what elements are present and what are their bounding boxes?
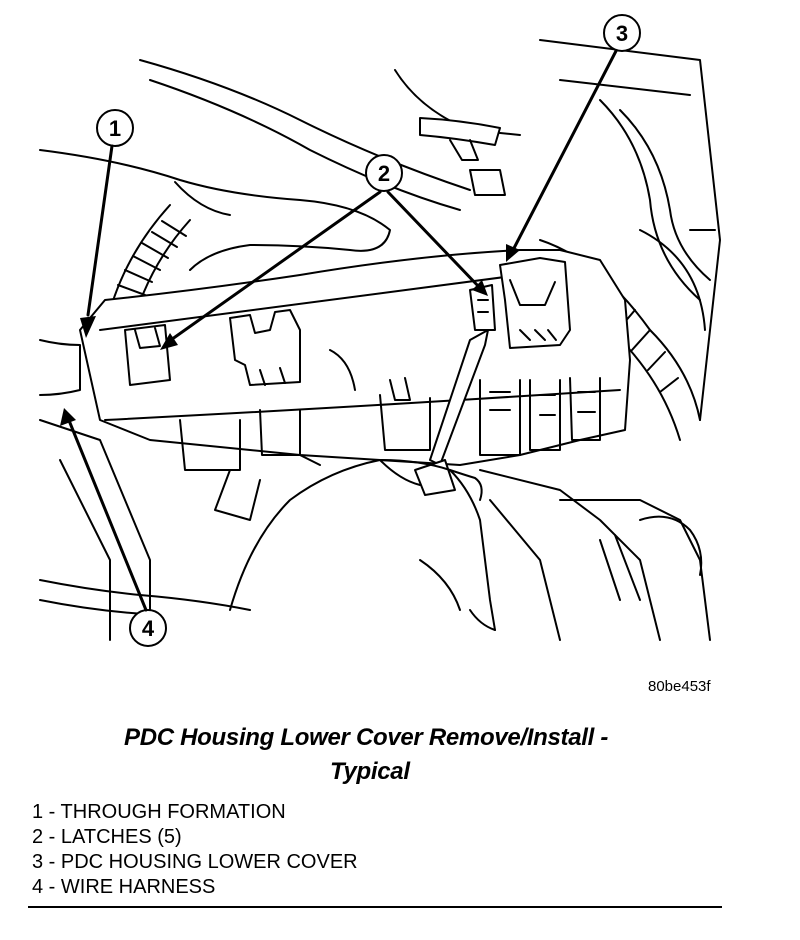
svg-text:4: 4 <box>141 616 155 641</box>
lower-hand <box>230 460 495 630</box>
legend-item-1: 1 - THROUGH FORMATION <box>32 801 286 823</box>
caption-title-line1: PDC Housing Lower Cover Remove/Install - <box>124 724 609 751</box>
leader-1 <box>88 146 112 315</box>
legend-item-3: 3 - PDC HOUSING LOWER COVER <box>32 851 358 873</box>
lower-right-components <box>470 470 710 640</box>
pdc-housing <box>80 250 630 520</box>
arrowhead-4 <box>60 408 76 426</box>
leader-4 <box>68 418 146 610</box>
callout-1 <box>97 110 133 146</box>
upper-hand <box>40 150 390 270</box>
caption-title-line2: Typical <box>330 758 410 785</box>
legend-list <box>32 800 358 900</box>
callout-3 <box>604 15 640 51</box>
legend-item-2: 2 - LATCHES (5) <box>32 826 182 848</box>
svg-text:3: 3 <box>615 21 629 46</box>
callout-4 <box>130 610 166 646</box>
bottom-divider <box>28 906 722 908</box>
figure-id: 80be453f <box>648 678 711 695</box>
legend-item-4: 4 - WIRE HARNESS <box>32 876 216 898</box>
callout-2 <box>366 155 402 191</box>
svg-text:2: 2 <box>377 161 391 186</box>
svg-text:1: 1 <box>108 116 122 141</box>
